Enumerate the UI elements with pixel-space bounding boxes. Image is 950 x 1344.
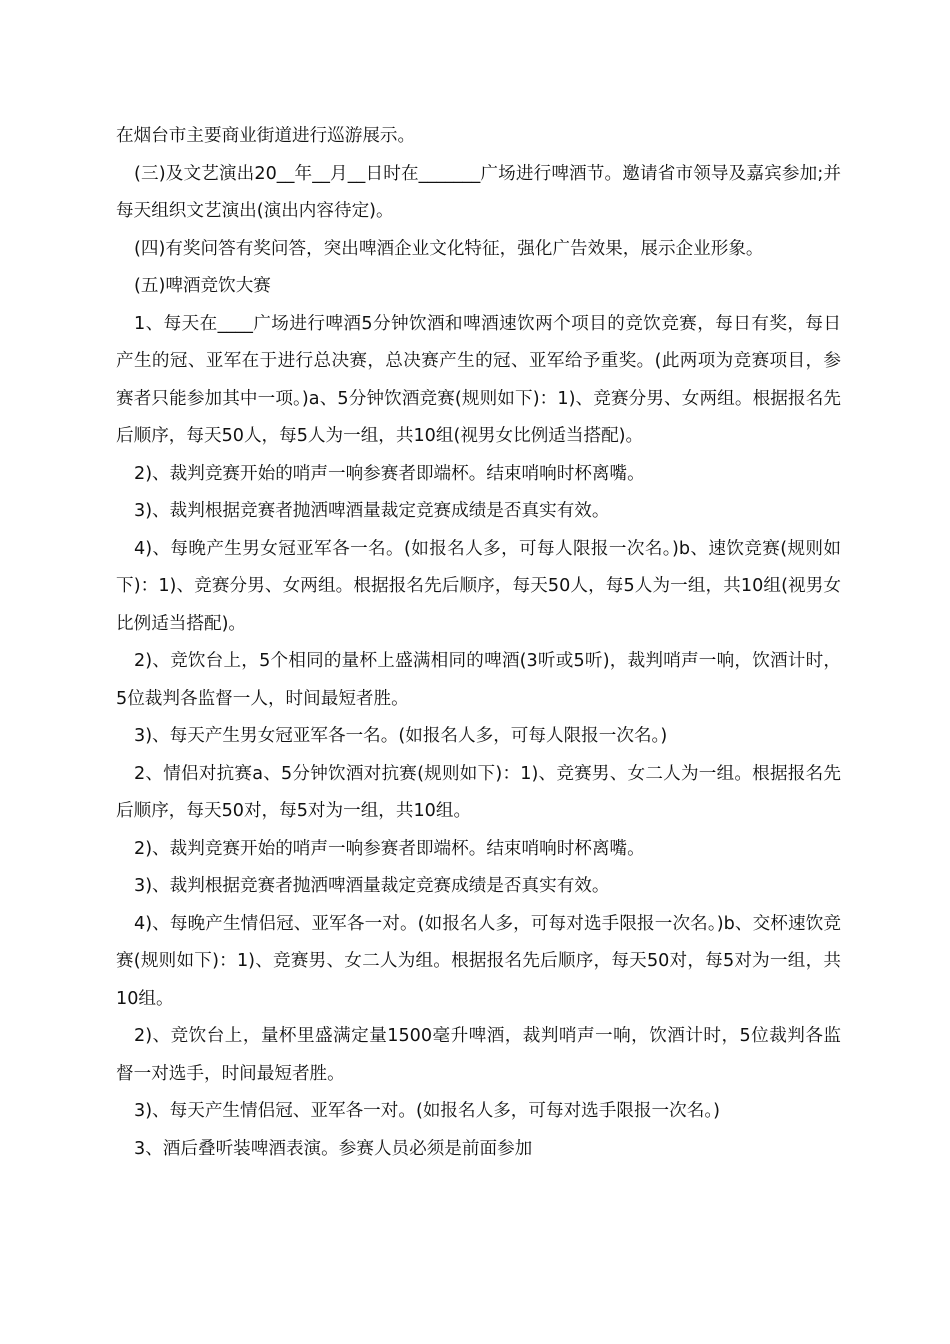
paragraph-couples-daily-winners: 3)、每天产生情侣冠、亚军各一对。(如报名人多，可每对选手限报一次名。) <box>134 1101 720 1121</box>
paragraph-rule-judging: 3)、裁判根据竞赛者抛洒啤酒量裁定竞赛成绩是否真实有效。 <box>134 501 610 521</box>
paragraph-stacking-show: 3、酒后叠听装啤酒表演。参赛人员必须是前面参加 <box>134 1138 533 1159</box>
paragraph-contest-heading: (五)啤酒竞饮大赛 <box>134 276 271 296</box>
paragraph-rule-whistle: 2)、裁判竞赛开始的哨声一响参赛者即端杯。结束哨响时杯离嘴。 <box>134 463 645 484</box>
paragraph-rule-winners-speed: 4)、每晚产生男女冠亚军各一名。(如报名人多，可每人限报一次名。)b、速饮竞赛(规则如下)：1)、竞赛分男、女两组。根据报名先后顺序，每天50人，每5人为一组，共10组(视男女比例适当搭配)。 <box>116 538 841 634</box>
paragraph-quiz: (四)有奖问答有奖问答，突出啤酒企业文化特征，强化广告效果，展示企业形象。 <box>134 238 764 259</box>
paragraph-couples-whistle: 2)、裁判竞赛开始的哨声一响参赛者即端杯。结束哨响时杯离嘴。 <box>134 838 645 859</box>
paragraph-daily-contest: 1、每天在____广场进行啤酒5分钟饮酒和啤酒速饮两个项目的竞饮竞赛，每日有奖，每日产生的冠、亚军在于进行总决赛，总决赛产生的冠、亚军给予重奖。(此两项为竞赛项目，参赛者只能参加其中一项。)a、5分钟饮酒竞赛(规则如下)：1)、竞赛分男、女两组。根据报名先后顺序，每天50人，每5人为一组，共10组(视男女比例适当搭配)。 <box>116 313 841 446</box>
document-body <box>116 118 841 1168</box>
paragraph-rule-stage: 2)、竞饮台上，5个相同的量杯上盛满相同的啤酒(3听或5听)，裁判哨声一响，饮酒计时，5位裁判各监督一人，时间最短者胜。 <box>116 651 841 709</box>
paragraph-parade: 在烟台市主要商业街道进行巡游展示。 <box>116 126 416 146</box>
paragraph-performance: (三)及文艺演出20__年__月__日时在_______广场进行啤酒节。邀请省市领导及嘉宾参加;并每天组织文艺演出(演出内容待定)。 <box>116 163 841 221</box>
paragraph-couples-contest: 2、情侣对抗赛a、5分钟饮酒对抗赛(规则如下)：1)、竞赛男、女二人为一组。根据报名先后顺序，每天50对，每5对为一组，共10组。 <box>116 763 841 821</box>
paragraph-couples-judging: 3)、裁判根据竞赛者抛洒啤酒量裁定竞赛成绩是否真实有效。 <box>134 876 610 896</box>
paragraph-rule-daily-winners: 3)、每天产生男女冠亚军各一名。(如报名人多，可每人限报一次名。) <box>134 726 668 746</box>
paragraph-couples-winners: 4)、每晚产生情侣冠、亚军各一对。(如报名人多，可每对选手限报一次名。)b、交杯速饮竞赛(规则如下)：1)、竞赛男、女二人为组。根据报名先后顺序，每天50对，每5对为一组，共10组。 <box>116 913 841 1009</box>
paragraph-couples-stage: 2)、竞饮台上，量杯里盛满定量1500毫升啤酒，裁判哨声一响，饮酒计时，5位裁判各监督一对选手，时间最短者胜。 <box>116 1026 841 1084</box>
